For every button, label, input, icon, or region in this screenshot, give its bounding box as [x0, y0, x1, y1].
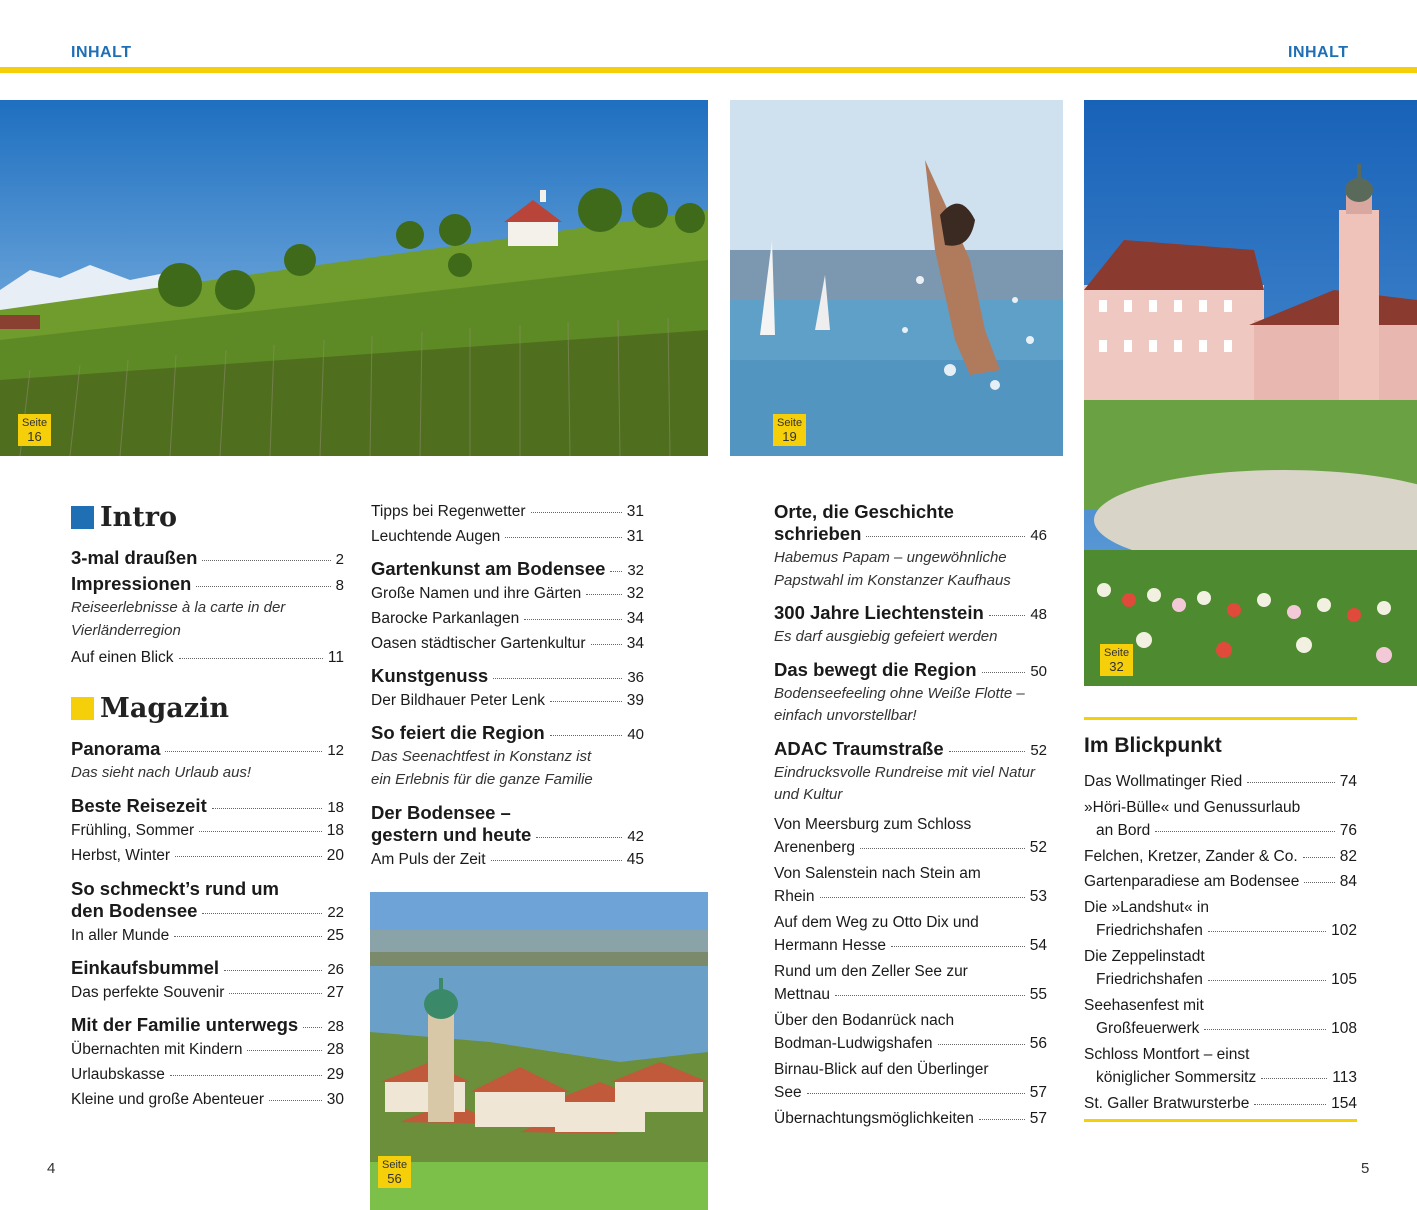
header-rule: [0, 67, 1417, 73]
toc-entry[interactable]: 3-mal draußen 2: [71, 547, 344, 568]
toc-entry[interactable]: Bodman-Ludwigshafen 56: [774, 1035, 1047, 1052]
toc-entry[interactable]: Übernachten mit Kindern 28: [71, 1040, 344, 1058]
toc-entry[interactable]: Herbst, Winter 20: [71, 846, 344, 864]
toc-entry[interactable]: Frühling, Sommer 18: [71, 821, 344, 839]
toc-entry[interactable]: Auf einen Blick 11: [71, 649, 344, 666]
section-title-magazin: Magazin: [100, 693, 229, 724]
toc-entry[interactable]: See 57: [774, 1084, 1047, 1101]
toc-entry[interactable]: Kunstgenuss 36: [371, 665, 644, 686]
page-badge-19: Seite 19: [773, 414, 806, 446]
toc-description: Eindrucksvolle Rundreise mit viel Natur und Kultur: [774, 763, 1035, 803]
section-intro: [71, 502, 344, 533]
toc-description: Reiseerlebnisse à la carte in der Vierländerregion: [71, 599, 286, 639]
toc-entry[interactable]: Leuchtende Augen 31: [371, 528, 644, 545]
toc-entry[interactable]: Beste Reisezeit 18: [71, 794, 344, 816]
toc-entry-line: Schloss Montfort – einst: [1084, 1045, 1250, 1063]
toc-entry-line: »Höri-Bülle« und Genussurlaub: [1084, 798, 1301, 816]
toc-entry[interactable]: schrieben 46: [774, 523, 1047, 544]
page-badge-56: Seite 56: [378, 1156, 411, 1188]
toc-entry[interactable]: So feiert die Region 40: [371, 722, 644, 743]
toc-entry[interactable]: Barocke Parkanlagen 34: [371, 610, 644, 627]
route-line: Von Salenstein nach Stein am: [774, 864, 981, 882]
toc-entry[interactable]: Urlaubskasse 29: [71, 1065, 344, 1083]
toc-description: ein Erlebnis für die ganze Familie: [371, 770, 593, 788]
toc-entry[interactable]: Am Puls der Zeit 45: [371, 851, 644, 868]
toc-description: Es darf ausgiebig gefeiert werden: [774, 628, 998, 645]
page-badge-32: Seite 32: [1100, 644, 1133, 676]
toc-entry-line: Die Zeppelinstadt: [1084, 947, 1205, 965]
route-line: Auf dem Weg zu Otto Dix und: [774, 913, 979, 931]
toc-entry[interactable]: ADAC Traumstraße 52: [774, 737, 1047, 759]
blickpunkt-rule-bottom: [1084, 1119, 1357, 1122]
toc-entry[interactable]: Gartenparadiese am Bodensee 84: [1084, 873, 1357, 890]
toc-entry[interactable]: Einkaufsbummel 26: [71, 956, 344, 978]
page-number-left: 4: [47, 1160, 56, 1177]
route-line: Birnau-Blick auf den Überlinger: [774, 1060, 989, 1078]
route-line: Über den Bodanrück nach: [774, 1011, 955, 1029]
blickpunkt-box: [1084, 734, 1357, 1117]
toc-entry[interactable]: Das bewegt die Region 50: [774, 658, 1047, 680]
mainau-palace-photo: [1084, 100, 1417, 686]
blickpunkt-rule-top: [1084, 717, 1357, 720]
section-magazin: [71, 693, 344, 724]
toc-entry[interactable]: königlicher Sommersitz 113: [1096, 1069, 1357, 1086]
toc-entry[interactable]: Oasen städtischer Gartenkultur 34: [371, 635, 644, 652]
page-badge-16: Seite 16: [18, 414, 51, 446]
header-right: INHALT: [1288, 44, 1349, 61]
toc-entry-line[interactable]: So schmeckt’s rund um: [71, 877, 280, 899]
toc-entry[interactable]: Friedrichshafen 105: [1096, 971, 1357, 988]
toc-entry[interactable]: Friedrichshafen 102: [1096, 922, 1357, 939]
toc-entry[interactable]: Panorama 12: [71, 738, 344, 759]
toc-entry-line[interactable]: Der Bodensee –: [371, 802, 511, 823]
vineyard-photo: [0, 100, 708, 456]
toc-entry[interactable]: Das Wollmatinger Ried 74: [1084, 773, 1357, 790]
toc-entry[interactable]: Arenenberg 52: [774, 839, 1047, 856]
toc-entry-line[interactable]: Orte, die Geschichte: [774, 501, 954, 522]
toc-entry-line: Die »Landshut« in: [1084, 898, 1209, 916]
magazin-square-icon: [71, 697, 94, 720]
toc-entry[interactable]: Kleine und große Abenteuer 30: [71, 1090, 344, 1108]
toc-description: Das sieht nach Urlaub aus!: [71, 764, 252, 781]
toc-entry[interactable]: Tipps bei Regenwetter 31: [371, 503, 644, 520]
lake-town-photo: [370, 892, 708, 1210]
toc-entry[interactable]: gestern und heute 42: [371, 824, 644, 845]
toc-entry[interactable]: Der Bildhauer Peter Lenk 39: [371, 692, 644, 709]
toc-entry[interactable]: 300 Jahre Liechtenstein 48: [774, 602, 1047, 623]
toc-entry[interactable]: Mettnau 55: [774, 986, 1047, 1003]
toc-entry[interactable]: den Bodensee 22: [71, 899, 344, 921]
blickpunkt-title: Im Blickpunkt: [1084, 734, 1222, 757]
toc-entry[interactable]: Impressionen 8: [71, 573, 344, 594]
toc-entry[interactable]: Große Namen und ihre Gärten 32: [371, 585, 644, 602]
toc-entry[interactable]: Gartenkunst am Bodensee 32: [371, 558, 644, 579]
toc-entry[interactable]: In aller Munde 25: [71, 926, 344, 944]
toc-entry[interactable]: Hermann Hesse 54: [774, 937, 1047, 954]
toc-entry[interactable]: Mit der Familie unterwegs 28: [71, 1013, 344, 1035]
toc-description: Bodenseefeeling ohne Weiße Flotte – einfach unvorstellbar!: [774, 684, 1025, 724]
page-number-right: 5: [1361, 1160, 1370, 1177]
toc-description: Das Seenachtfest in Konstanz ist: [371, 748, 592, 765]
route-line: Rund um den Zeller See zur: [774, 962, 968, 980]
toc-entry[interactable]: Felchen, Kretzer, Zander & Co. 82: [1084, 847, 1357, 865]
toc-entry[interactable]: St. Galler Bratwursterbe 154: [1084, 1094, 1357, 1112]
toc-entry-line: Seehasenfest mit: [1084, 996, 1204, 1014]
toc-entry[interactable]: Das perfekte Souvenir 27: [71, 983, 344, 1001]
toc-entry[interactable]: an Bord 76: [1096, 822, 1357, 839]
section-title-intro: Intro: [100, 502, 177, 533]
header-left: INHALT: [71, 44, 132, 61]
route-line: Von Meersburg zum Schloss: [774, 815, 972, 833]
toc-column-1: [71, 502, 344, 1113]
toc-description: Habemus Papam – ungewöhnliche Papstwahl im Konstanzer Kaufhaus: [774, 549, 1011, 589]
swimmer-photo: [730, 100, 1063, 456]
toc-entry[interactable]: Übernachtungsmöglichkeiten 57: [774, 1109, 1047, 1127]
intro-square-icon: [71, 506, 94, 529]
toc-column-2: [371, 500, 644, 873]
toc-column-3: [774, 500, 1047, 1132]
toc-entry[interactable]: Großfeuerwerk 108: [1096, 1020, 1357, 1037]
toc-entry[interactable]: Rhein 53: [774, 888, 1047, 905]
